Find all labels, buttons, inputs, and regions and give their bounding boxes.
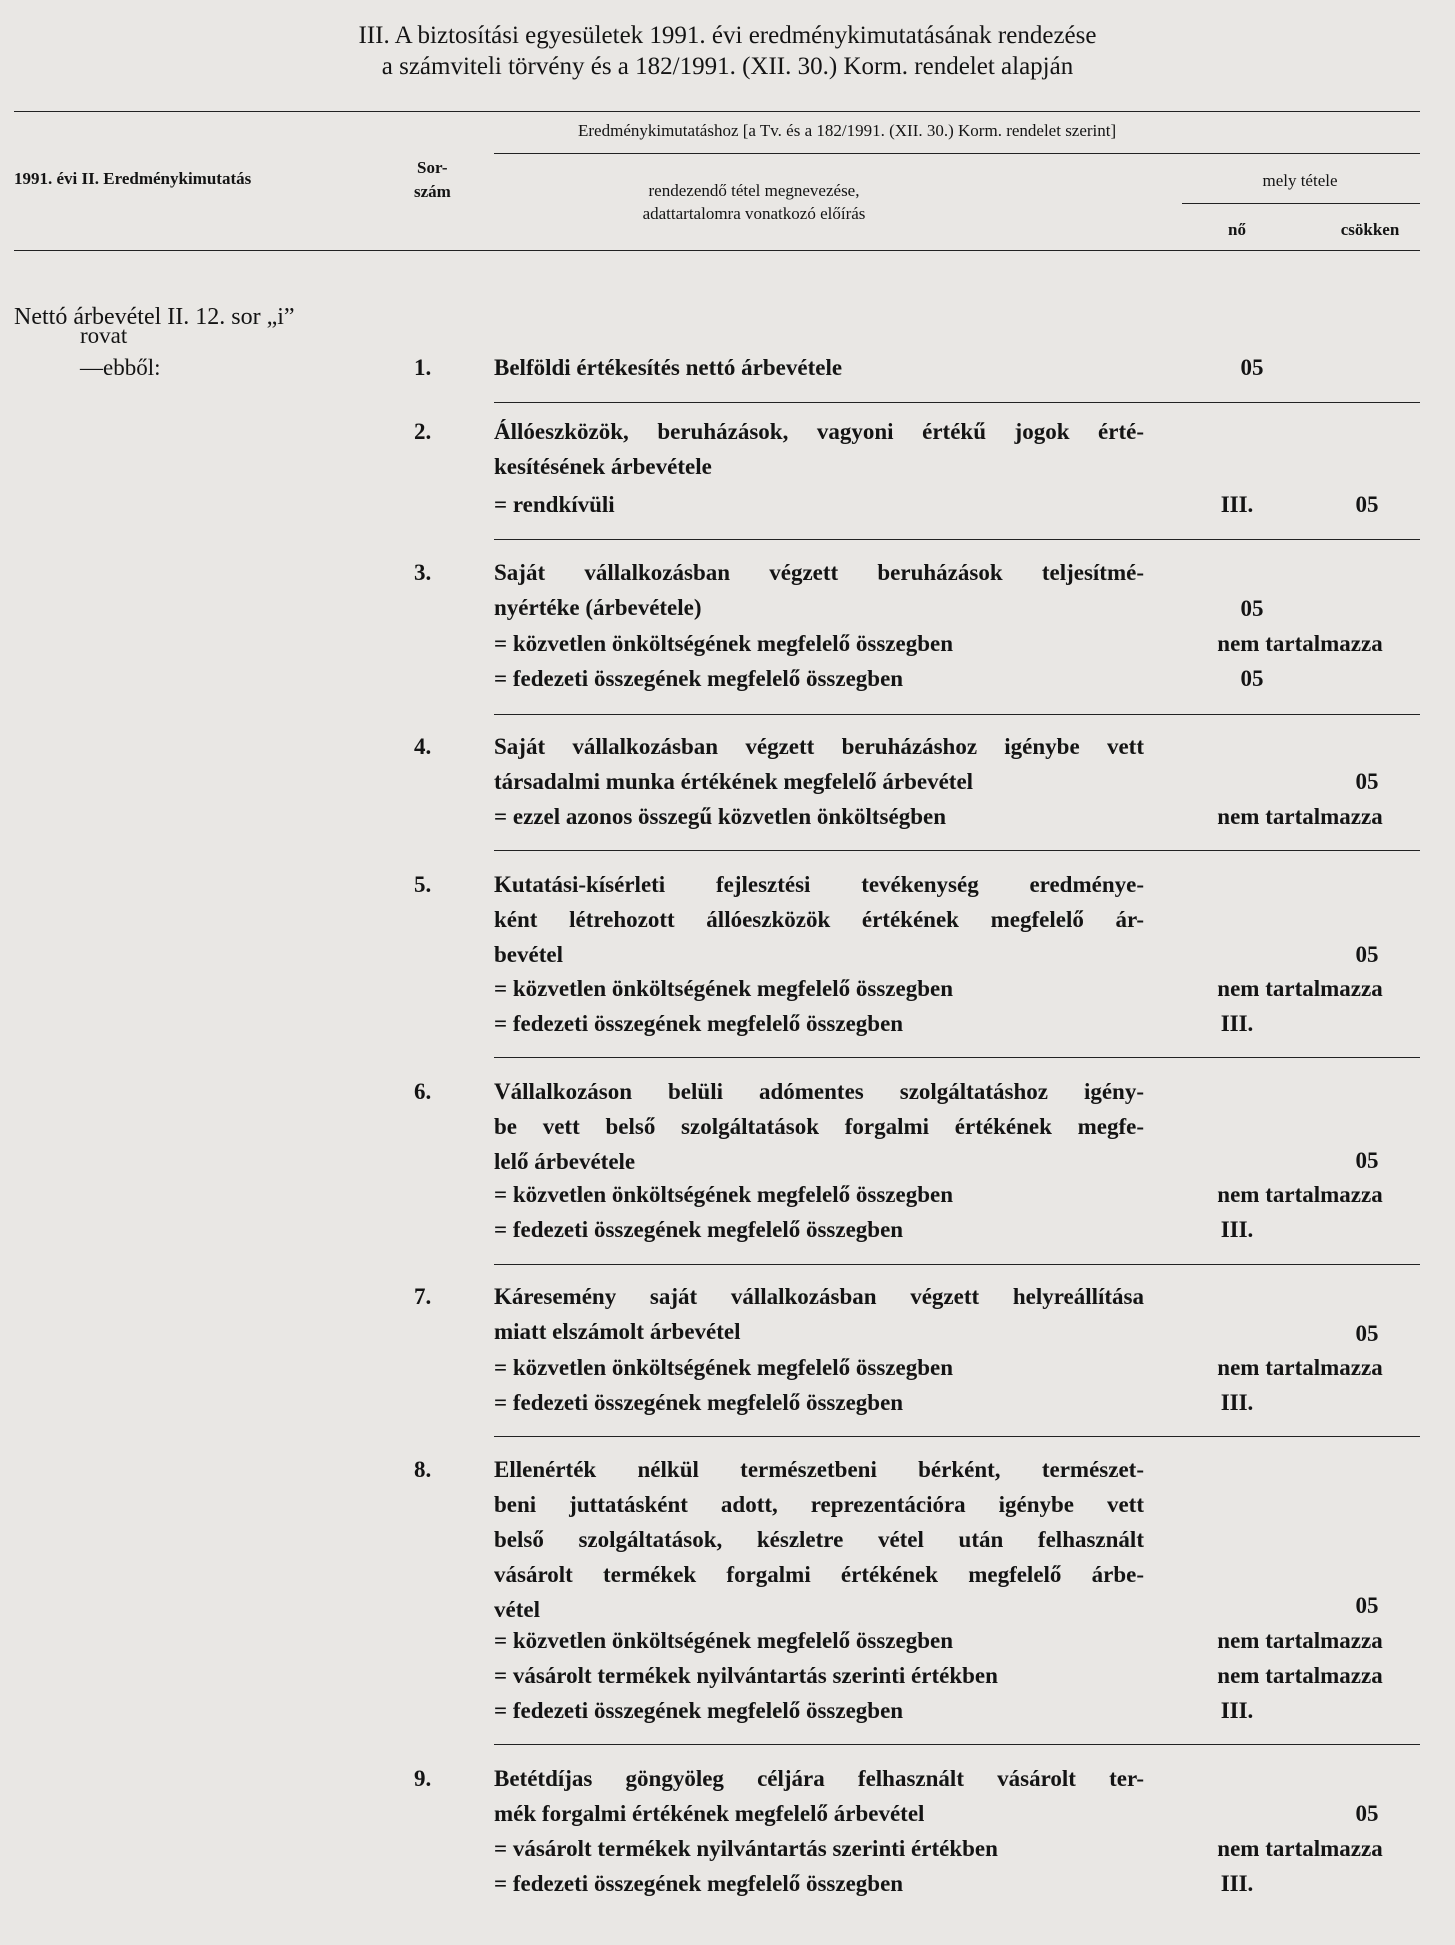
item-3-sub-1-value: nem tartalmazza bbox=[1217, 631, 1383, 656]
item-3-description bbox=[494, 555, 1144, 625]
item-3-sub-1: = közvetlen önköltségének megfelelő összegben bbox=[494, 631, 953, 656]
item-7-line-1: Káresemény saját vállalkozásban végzett helyreállítása bbox=[494, 1284, 1144, 1309]
item-6-sub-1: = közvetlen önköltségének megfelelő összegben bbox=[494, 1182, 953, 1207]
item-4-number: 4. bbox=[414, 734, 432, 759]
item-5-value: 05 bbox=[1355, 942, 1379, 967]
item-2-line-2: kesítésének árbevétele bbox=[494, 454, 712, 479]
item-8-line-1: Ellenérték nélkül természetbeni bérként, természet- bbox=[494, 1457, 1144, 1482]
item-3-value: 05 bbox=[1240, 596, 1264, 621]
item-8-sub-2: = vásárolt termékek nyilvántartás szerinti értékben bbox=[494, 1663, 998, 1688]
item-6-number: 6. bbox=[414, 1079, 432, 1104]
item-5-line-1: Kutatási-kísérleti fejlesztési tevékenység eredménye- bbox=[494, 872, 1144, 897]
item-5-sub-1-value: nem tartalmazza bbox=[1217, 976, 1383, 1001]
item-2-line-1: Állóeszközök, beruházások, vagyoni értékű jogok érté- bbox=[494, 419, 1144, 444]
header-szam: szám bbox=[414, 182, 451, 201]
item-9-sub-1-value: nem tartalmazza bbox=[1217, 1836, 1383, 1861]
item-9-line-1: Betétdíjas göngyöleg céljára felhasznált vásárolt ter- bbox=[494, 1766, 1144, 1791]
item-7-sub-1: = közvetlen önköltségének megfelelő összegben bbox=[494, 1355, 953, 1380]
item-8-rule bbox=[494, 1744, 1420, 1745]
item-5-description bbox=[494, 867, 1144, 972]
item-7-sub-2: = fedezeti összegének megfelelő összegben bbox=[494, 1390, 904, 1415]
item-8-value: 05 bbox=[1355, 1593, 1379, 1618]
item-8-sub-3-no: III. bbox=[1220, 1698, 1254, 1723]
left-label-line-3: —ebből: bbox=[80, 355, 161, 380]
item-9-value: 05 bbox=[1355, 1801, 1379, 1826]
item-6-line-3: lelő árbevétele bbox=[494, 1149, 636, 1174]
header-group-label: Eredménykimutatáshoz [a Tv. és a 182/1991. (XII. 30.) Korm. rendelet szerint] bbox=[578, 121, 1117, 140]
item-5-sub-2-no: III. bbox=[1220, 1011, 1254, 1036]
header-no: nő bbox=[1228, 220, 1246, 239]
item-7-description bbox=[494, 1279, 1144, 1349]
item-2-sub-1-csokken: 05 bbox=[1355, 492, 1379, 517]
item-7-sub-1-value: nem tartalmazza bbox=[1217, 1355, 1383, 1380]
item-8-number: 8. bbox=[414, 1457, 432, 1482]
item-4-value: 05 bbox=[1355, 769, 1379, 794]
header-group-rule bbox=[494, 153, 1420, 154]
item-1-line-1: Belföldi értékesítés nettó árbevétele bbox=[494, 355, 843, 380]
item-3-number: 3. bbox=[414, 560, 432, 585]
item-6-rule bbox=[494, 1264, 1420, 1265]
item-6-sub-2-no: III. bbox=[1220, 1217, 1254, 1242]
item-3-line-2: nyértéke (árbevétele) bbox=[494, 595, 702, 620]
item-7-number: 7. bbox=[414, 1284, 432, 1309]
header-col1: 1991. évi II. Eredménykimutatás bbox=[14, 169, 252, 188]
item-3-sub-2: = fedezeti összegének megfelelő összegben bbox=[494, 666, 904, 691]
item-4-line-1: Saját vállalkozásban végzett beruházáshoz igénybe vett bbox=[494, 734, 1144, 759]
header-csokken: csökken bbox=[1340, 220, 1400, 239]
header-bottom-rule bbox=[14, 250, 1420, 251]
item-8-sub-1-value: nem tartalmazza bbox=[1217, 1628, 1383, 1653]
item-1-number: 1. bbox=[414, 355, 432, 380]
item-8-line-4: vásárolt termékek forgalmi értékének megfelelő árbe- bbox=[494, 1562, 1144, 1587]
item-2-sub-1-no: III. bbox=[1220, 492, 1254, 517]
item-6-sub-1-value: nem tartalmazza bbox=[1217, 1182, 1383, 1207]
item-5-number: 5. bbox=[414, 872, 432, 897]
item-7-line-2: miatt elszámolt árbevétel bbox=[494, 1319, 741, 1344]
item-8-sub-1: = közvetlen önköltségének megfelelő összegben bbox=[494, 1628, 953, 1653]
item-5-sub-2: = fedezeti összegének megfelelő összegben bbox=[494, 1011, 904, 1036]
header-mely-tetele: mely tétele bbox=[1262, 171, 1338, 190]
item-9-sub-2-no: III. bbox=[1220, 1871, 1254, 1896]
item-2-number: 2. bbox=[414, 419, 432, 444]
item-9-line-2: mék forgalmi értékének megfelelő árbevétel bbox=[494, 1801, 925, 1826]
item-1-rule bbox=[494, 402, 1420, 403]
title-line-2: a számviteli törvény és a 182/1991. (XII. 30.) Korm. rendelet alapján bbox=[381, 53, 1074, 80]
item-8-sub-2-value: nem tartalmazza bbox=[1217, 1663, 1383, 1688]
item-3-rule bbox=[494, 714, 1420, 715]
item-5-line-2: ként létrehozott állóeszközök értékének megfelelő ár- bbox=[494, 907, 1144, 932]
item-8-line-2: beni juttatásként adott, reprezentációra igénybe vett bbox=[494, 1492, 1144, 1517]
header-sor: Sor- bbox=[417, 158, 448, 177]
item-6-description bbox=[494, 1074, 1144, 1179]
item-3-line-1: Saját vállalkozásban végzett beruházások teljesítmé- bbox=[494, 560, 1144, 585]
item-6-value: 05 bbox=[1355, 1148, 1379, 1173]
item-9-description bbox=[494, 1761, 1144, 1831]
header-mely-rule bbox=[1182, 203, 1420, 204]
item-1-value: 05 bbox=[1240, 355, 1264, 380]
item-2-rule bbox=[494, 539, 1420, 540]
item-5-line-3: bevétel bbox=[494, 942, 563, 967]
header-desc-1: rendezendő tétel megnevezése, bbox=[648, 181, 860, 200]
title-line-1: III. A biztosítási egyesületek 1991. évi eredménykimutatásának rendezése bbox=[358, 22, 1097, 49]
item-7-sub-2-no: III. bbox=[1220, 1390, 1254, 1415]
item-8-line-5: vétel bbox=[494, 1597, 540, 1622]
item-8-line-3: belső szolgáltatások, készletre vétel után felhasznált bbox=[494, 1527, 1144, 1552]
item-7-value: 05 bbox=[1355, 1321, 1379, 1346]
item-4-sub-1-value: nem tartalmazza bbox=[1217, 804, 1383, 829]
item-2-description bbox=[494, 414, 1144, 484]
item-4-rule bbox=[494, 850, 1420, 851]
item-8-sub-3: = fedezeti összegének megfelelő összegben bbox=[494, 1698, 904, 1723]
item-9-sub-2: = fedezeti összegének megfelelő összegben bbox=[494, 1871, 904, 1896]
item-6-line-1: Vállalkozáson belüli adómentes szolgáltatáshoz igény- bbox=[494, 1079, 1144, 1104]
item-5-sub-1: = közvetlen önköltségének megfelelő összegben bbox=[494, 976, 953, 1001]
left-label-line-2: rovat bbox=[80, 323, 128, 348]
item-8-description bbox=[494, 1452, 1144, 1627]
item-3-sub-2-no: 05 bbox=[1240, 666, 1264, 691]
item-6-sub-2: = fedezeti összegének megfelelő összegben bbox=[494, 1217, 904, 1242]
item-7-rule bbox=[494, 1436, 1420, 1437]
header-desc-2: adattartalomra vonatkozó előírás bbox=[642, 204, 866, 223]
item-4-line-2: társadalmi munka értékének megfelelő árbevétel bbox=[494, 769, 974, 794]
item-2-sub-1: = rendkívüli bbox=[494, 492, 615, 517]
item-4-description bbox=[494, 729, 1144, 799]
left-label-line-1: Nettó árbevétel II. 12. sor „i” bbox=[14, 304, 295, 330]
item-6-line-2: be vett belső szolgáltatások forgalmi értékének megfe- bbox=[494, 1114, 1144, 1139]
header-top-rule bbox=[14, 111, 1420, 112]
item-4-sub-1: = ezzel azonos összegű közvetlen önköltségben bbox=[494, 804, 946, 829]
item-9-sub-1: = vásárolt termékek nyilvántartás szerinti értékben bbox=[494, 1836, 998, 1861]
item-5-rule bbox=[494, 1057, 1420, 1058]
item-9-number: 9. bbox=[414, 1766, 432, 1791]
